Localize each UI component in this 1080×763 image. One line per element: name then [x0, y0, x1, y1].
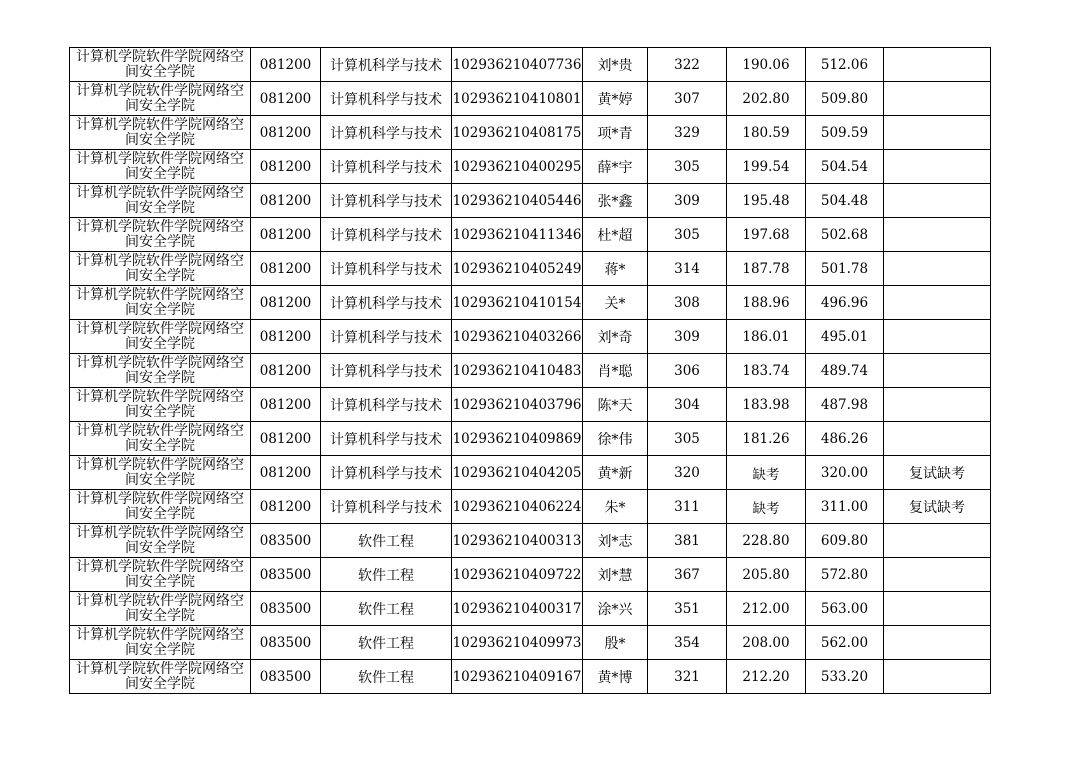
- major-code-cell: 081200: [251, 422, 321, 456]
- major-name-cell: 计算机科学与技术: [321, 150, 452, 184]
- major-name-cell: 计算机科学与技术: [321, 320, 452, 354]
- note-cell: [884, 150, 991, 184]
- initial-score-cell: 309: [648, 320, 727, 354]
- college-cell: 计算机学院软件学院网络空间安全学院: [70, 524, 251, 558]
- exam-id-cell: 102936210407736: [452, 48, 583, 82]
- major-code-cell: 081200: [251, 48, 321, 82]
- major-name-cell: 软件工程: [321, 592, 452, 626]
- major-name-cell: 计算机科学与技术: [321, 218, 452, 252]
- candidate-name-cell: 杜*超: [583, 218, 648, 252]
- retest-score-cell: 212.00: [727, 592, 806, 626]
- note-cell: [884, 48, 991, 82]
- major-code-cell: 083500: [251, 660, 321, 694]
- college-cell: 计算机学院软件学院网络空间安全学院: [70, 48, 251, 82]
- major-name-cell: 计算机科学与技术: [321, 82, 452, 116]
- retest-score-cell: 180.59: [727, 116, 806, 150]
- total-score-cell: 609.80: [806, 524, 884, 558]
- total-score-cell: 504.48: [806, 184, 884, 218]
- total-score-cell: 572.80: [806, 558, 884, 592]
- candidate-name-cell: 张*鑫: [583, 184, 648, 218]
- candidate-name-cell: 黄*新: [583, 456, 648, 490]
- total-score-cell: 495.01: [806, 320, 884, 354]
- retest-score-cell: 188.96: [727, 286, 806, 320]
- total-score-cell: 533.20: [806, 660, 884, 694]
- retest-score-cell: 212.20: [727, 660, 806, 694]
- initial-score-cell: 308: [648, 286, 727, 320]
- table-row: [70, 592, 991, 626]
- major-code-cell: 081200: [251, 184, 321, 218]
- candidate-name-cell: 徐*伟: [583, 422, 648, 456]
- initial-score-cell: 306: [648, 354, 727, 388]
- major-code-cell: 081200: [251, 252, 321, 286]
- table-row: [70, 252, 991, 286]
- college-cell: 计算机学院软件学院网络空间安全学院: [70, 490, 251, 524]
- initial-score-cell: 351: [648, 592, 727, 626]
- major-name-cell: 计算机科学与技术: [321, 116, 452, 150]
- total-score-cell: 501.78: [806, 252, 884, 286]
- college-cell: 计算机学院软件学院网络空间安全学院: [70, 422, 251, 456]
- table-row: [70, 320, 991, 354]
- table-row: [70, 354, 991, 388]
- college-cell: 计算机学院软件学院网络空间安全学院: [70, 252, 251, 286]
- major-name-cell: 计算机科学与技术: [321, 286, 452, 320]
- note-cell: [884, 320, 991, 354]
- total-score-cell: 320.00: [806, 456, 884, 490]
- exam-id-cell: 102936210403266: [452, 320, 583, 354]
- total-score-cell: 509.80: [806, 82, 884, 116]
- retest-score-cell: 202.80: [727, 82, 806, 116]
- major-name-cell: 计算机科学与技术: [321, 184, 452, 218]
- candidate-name-cell: 刘*慧: [583, 558, 648, 592]
- retest-score-cell: 187.78: [727, 252, 806, 286]
- exam-id-cell: 102936210406224: [452, 490, 583, 524]
- retest-score-cell: 181.26: [727, 422, 806, 456]
- college-cell: 计算机学院软件学院网络空间安全学院: [70, 286, 251, 320]
- college-cell: 计算机学院软件学院网络空间安全学院: [70, 354, 251, 388]
- total-score-cell: 509.59: [806, 116, 884, 150]
- table-body: [70, 48, 991, 694]
- exam-id-cell: 102936210404205: [452, 456, 583, 490]
- total-score-cell: 562.00: [806, 626, 884, 660]
- exam-id-cell: 102936210409167: [452, 660, 583, 694]
- note-cell: 复试缺考: [884, 490, 991, 524]
- note-cell: [884, 592, 991, 626]
- exam-id-cell: 102936210409722: [452, 558, 583, 592]
- exam-id-cell: 102936210405446: [452, 184, 583, 218]
- note-cell: [884, 422, 991, 456]
- total-score-cell: 311.00: [806, 490, 884, 524]
- initial-score-cell: 381: [648, 524, 727, 558]
- total-score-cell: 486.26: [806, 422, 884, 456]
- major-code-cell: 083500: [251, 592, 321, 626]
- retest-score-cell: 197.68: [727, 218, 806, 252]
- major-code-cell: 081200: [251, 354, 321, 388]
- major-name-cell: 软件工程: [321, 660, 452, 694]
- retest-score-cell: 199.54: [727, 150, 806, 184]
- major-code-cell: 081200: [251, 320, 321, 354]
- initial-score-cell: 305: [648, 422, 727, 456]
- table-row: [70, 558, 991, 592]
- table-row: [70, 456, 991, 490]
- table-row: [70, 490, 991, 524]
- candidate-name-cell: 刘*奇: [583, 320, 648, 354]
- college-cell: 计算机学院软件学院网络空间安全学院: [70, 150, 251, 184]
- retest-score-cell: 205.80: [727, 558, 806, 592]
- total-score-cell: 504.54: [806, 150, 884, 184]
- retest-score-cell: 208.00: [727, 626, 806, 660]
- exam-id-cell: 102936210409973: [452, 626, 583, 660]
- initial-score-cell: 320: [648, 456, 727, 490]
- table-row: [70, 48, 991, 82]
- candidate-name-cell: 殷*: [583, 626, 648, 660]
- initial-score-cell: 367: [648, 558, 727, 592]
- major-code-cell: 081200: [251, 218, 321, 252]
- major-name-cell: 计算机科学与技术: [321, 456, 452, 490]
- exam-id-cell: 102936210410483: [452, 354, 583, 388]
- initial-score-cell: 307: [648, 82, 727, 116]
- exam-id-cell: 102936210405249: [452, 252, 583, 286]
- exam-id-cell: 102936210400295: [452, 150, 583, 184]
- candidate-name-cell: 关*: [583, 286, 648, 320]
- total-score-cell: 487.98: [806, 388, 884, 422]
- total-score-cell: 563.00: [806, 592, 884, 626]
- total-score-cell: 512.06: [806, 48, 884, 82]
- note-cell: [884, 524, 991, 558]
- initial-score-cell: 322: [648, 48, 727, 82]
- major-name-cell: 软件工程: [321, 626, 452, 660]
- initial-score-cell: 304: [648, 388, 727, 422]
- initial-score-cell: 314: [648, 252, 727, 286]
- initial-score-cell: 311: [648, 490, 727, 524]
- note-cell: 复试缺考: [884, 456, 991, 490]
- college-cell: 计算机学院软件学院网络空间安全学院: [70, 82, 251, 116]
- college-cell: 计算机学院软件学院网络空间安全学院: [70, 388, 251, 422]
- major-code-cell: 081200: [251, 286, 321, 320]
- note-cell: [884, 354, 991, 388]
- retest-score-cell: 190.06: [727, 48, 806, 82]
- major-name-cell: 计算机科学与技术: [321, 422, 452, 456]
- note-cell: [884, 82, 991, 116]
- note-cell: [884, 660, 991, 694]
- major-code-cell: 081200: [251, 456, 321, 490]
- total-score-cell: 489.74: [806, 354, 884, 388]
- college-cell: 计算机学院软件学院网络空间安全学院: [70, 184, 251, 218]
- college-cell: 计算机学院软件学院网络空间安全学院: [70, 456, 251, 490]
- college-cell: 计算机学院软件学院网络空间安全学院: [70, 116, 251, 150]
- retest-score-cell: 228.80: [727, 524, 806, 558]
- retest-score-cell: 缺考: [727, 490, 806, 524]
- initial-score-cell: 321: [648, 660, 727, 694]
- major-code-cell: 083500: [251, 558, 321, 592]
- candidate-name-cell: 项*青: [583, 116, 648, 150]
- initial-score-cell: 354: [648, 626, 727, 660]
- initial-score-cell: 309: [648, 184, 727, 218]
- exam-id-cell: 102936210400317: [452, 592, 583, 626]
- table-row: [70, 660, 991, 694]
- initial-score-cell: 305: [648, 150, 727, 184]
- exam-id-cell: 102936210410154: [452, 286, 583, 320]
- major-name-cell: 软件工程: [321, 524, 452, 558]
- candidate-name-cell: 刘*贵: [583, 48, 648, 82]
- major-name-cell: 计算机科学与技术: [321, 490, 452, 524]
- major-name-cell: 计算机科学与技术: [321, 48, 452, 82]
- major-name-cell: 计算机科学与技术: [321, 354, 452, 388]
- retest-score-cell: 缺考: [727, 456, 806, 490]
- candidate-name-cell: 黄*博: [583, 660, 648, 694]
- note-cell: [884, 252, 991, 286]
- candidate-name-cell: 涂*兴: [583, 592, 648, 626]
- college-cell: 计算机学院软件学院网络空间安全学院: [70, 626, 251, 660]
- candidate-name-cell: 蒋*: [583, 252, 648, 286]
- note-cell: [884, 558, 991, 592]
- retest-score-cell: 195.48: [727, 184, 806, 218]
- candidate-name-cell: 肖*聪: [583, 354, 648, 388]
- note-cell: [884, 218, 991, 252]
- note-cell: [884, 388, 991, 422]
- note-cell: [884, 184, 991, 218]
- table-row: [70, 218, 991, 252]
- college-cell: 计算机学院软件学院网络空间安全学院: [70, 660, 251, 694]
- major-code-cell: 081200: [251, 388, 321, 422]
- major-code-cell: 081200: [251, 116, 321, 150]
- table-row: [70, 286, 991, 320]
- college-cell: 计算机学院软件学院网络空间安全学院: [70, 592, 251, 626]
- college-cell: 计算机学院软件学院网络空间安全学院: [70, 558, 251, 592]
- exam-id-cell: 102936210403796: [452, 388, 583, 422]
- exam-id-cell: 102936210411346: [452, 218, 583, 252]
- college-cell: 计算机学院软件学院网络空间安全学院: [70, 218, 251, 252]
- table-row: [70, 82, 991, 116]
- major-name-cell: 计算机科学与技术: [321, 388, 452, 422]
- exam-id-cell: 102936210409869: [452, 422, 583, 456]
- table-row: [70, 626, 991, 660]
- major-code-cell: 081200: [251, 82, 321, 116]
- table-row: [70, 184, 991, 218]
- table-row: [70, 388, 991, 422]
- college-cell: 计算机学院软件学院网络空间安全学院: [70, 320, 251, 354]
- retest-score-cell: 183.74: [727, 354, 806, 388]
- major-code-cell: 083500: [251, 524, 321, 558]
- candidate-name-cell: 薛*宇: [583, 150, 648, 184]
- major-name-cell: 软件工程: [321, 558, 452, 592]
- total-score-cell: 496.96: [806, 286, 884, 320]
- admission-results-table: [69, 47, 991, 694]
- table-row: [70, 422, 991, 456]
- table-row: [70, 524, 991, 558]
- exam-id-cell: 102936210410801: [452, 82, 583, 116]
- candidate-name-cell: 朱*: [583, 490, 648, 524]
- candidate-name-cell: 陈*天: [583, 388, 648, 422]
- table-row: [70, 116, 991, 150]
- exam-id-cell: 102936210408175: [452, 116, 583, 150]
- candidate-name-cell: 刘*志: [583, 524, 648, 558]
- note-cell: [884, 286, 991, 320]
- major-code-cell: 081200: [251, 150, 321, 184]
- note-cell: [884, 626, 991, 660]
- initial-score-cell: 329: [648, 116, 727, 150]
- exam-id-cell: 102936210400313: [452, 524, 583, 558]
- table-row: [70, 150, 991, 184]
- major-code-cell: 081200: [251, 490, 321, 524]
- initial-score-cell: 305: [648, 218, 727, 252]
- note-cell: [884, 116, 991, 150]
- retest-score-cell: 183.98: [727, 388, 806, 422]
- major-name-cell: 计算机科学与技术: [321, 252, 452, 286]
- major-code-cell: 083500: [251, 626, 321, 660]
- candidate-name-cell: 黄*婷: [583, 82, 648, 116]
- retest-score-cell: 186.01: [727, 320, 806, 354]
- total-score-cell: 502.68: [806, 218, 884, 252]
